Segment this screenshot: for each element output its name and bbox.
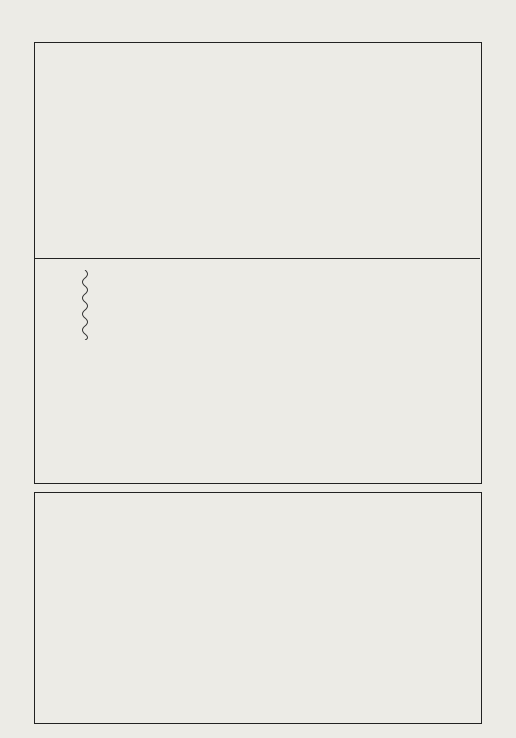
wavy-line-decoration <box>80 270 90 340</box>
colophon-box <box>34 492 482 724</box>
section-divider <box>34 258 480 259</box>
top-column-box <box>34 42 482 484</box>
